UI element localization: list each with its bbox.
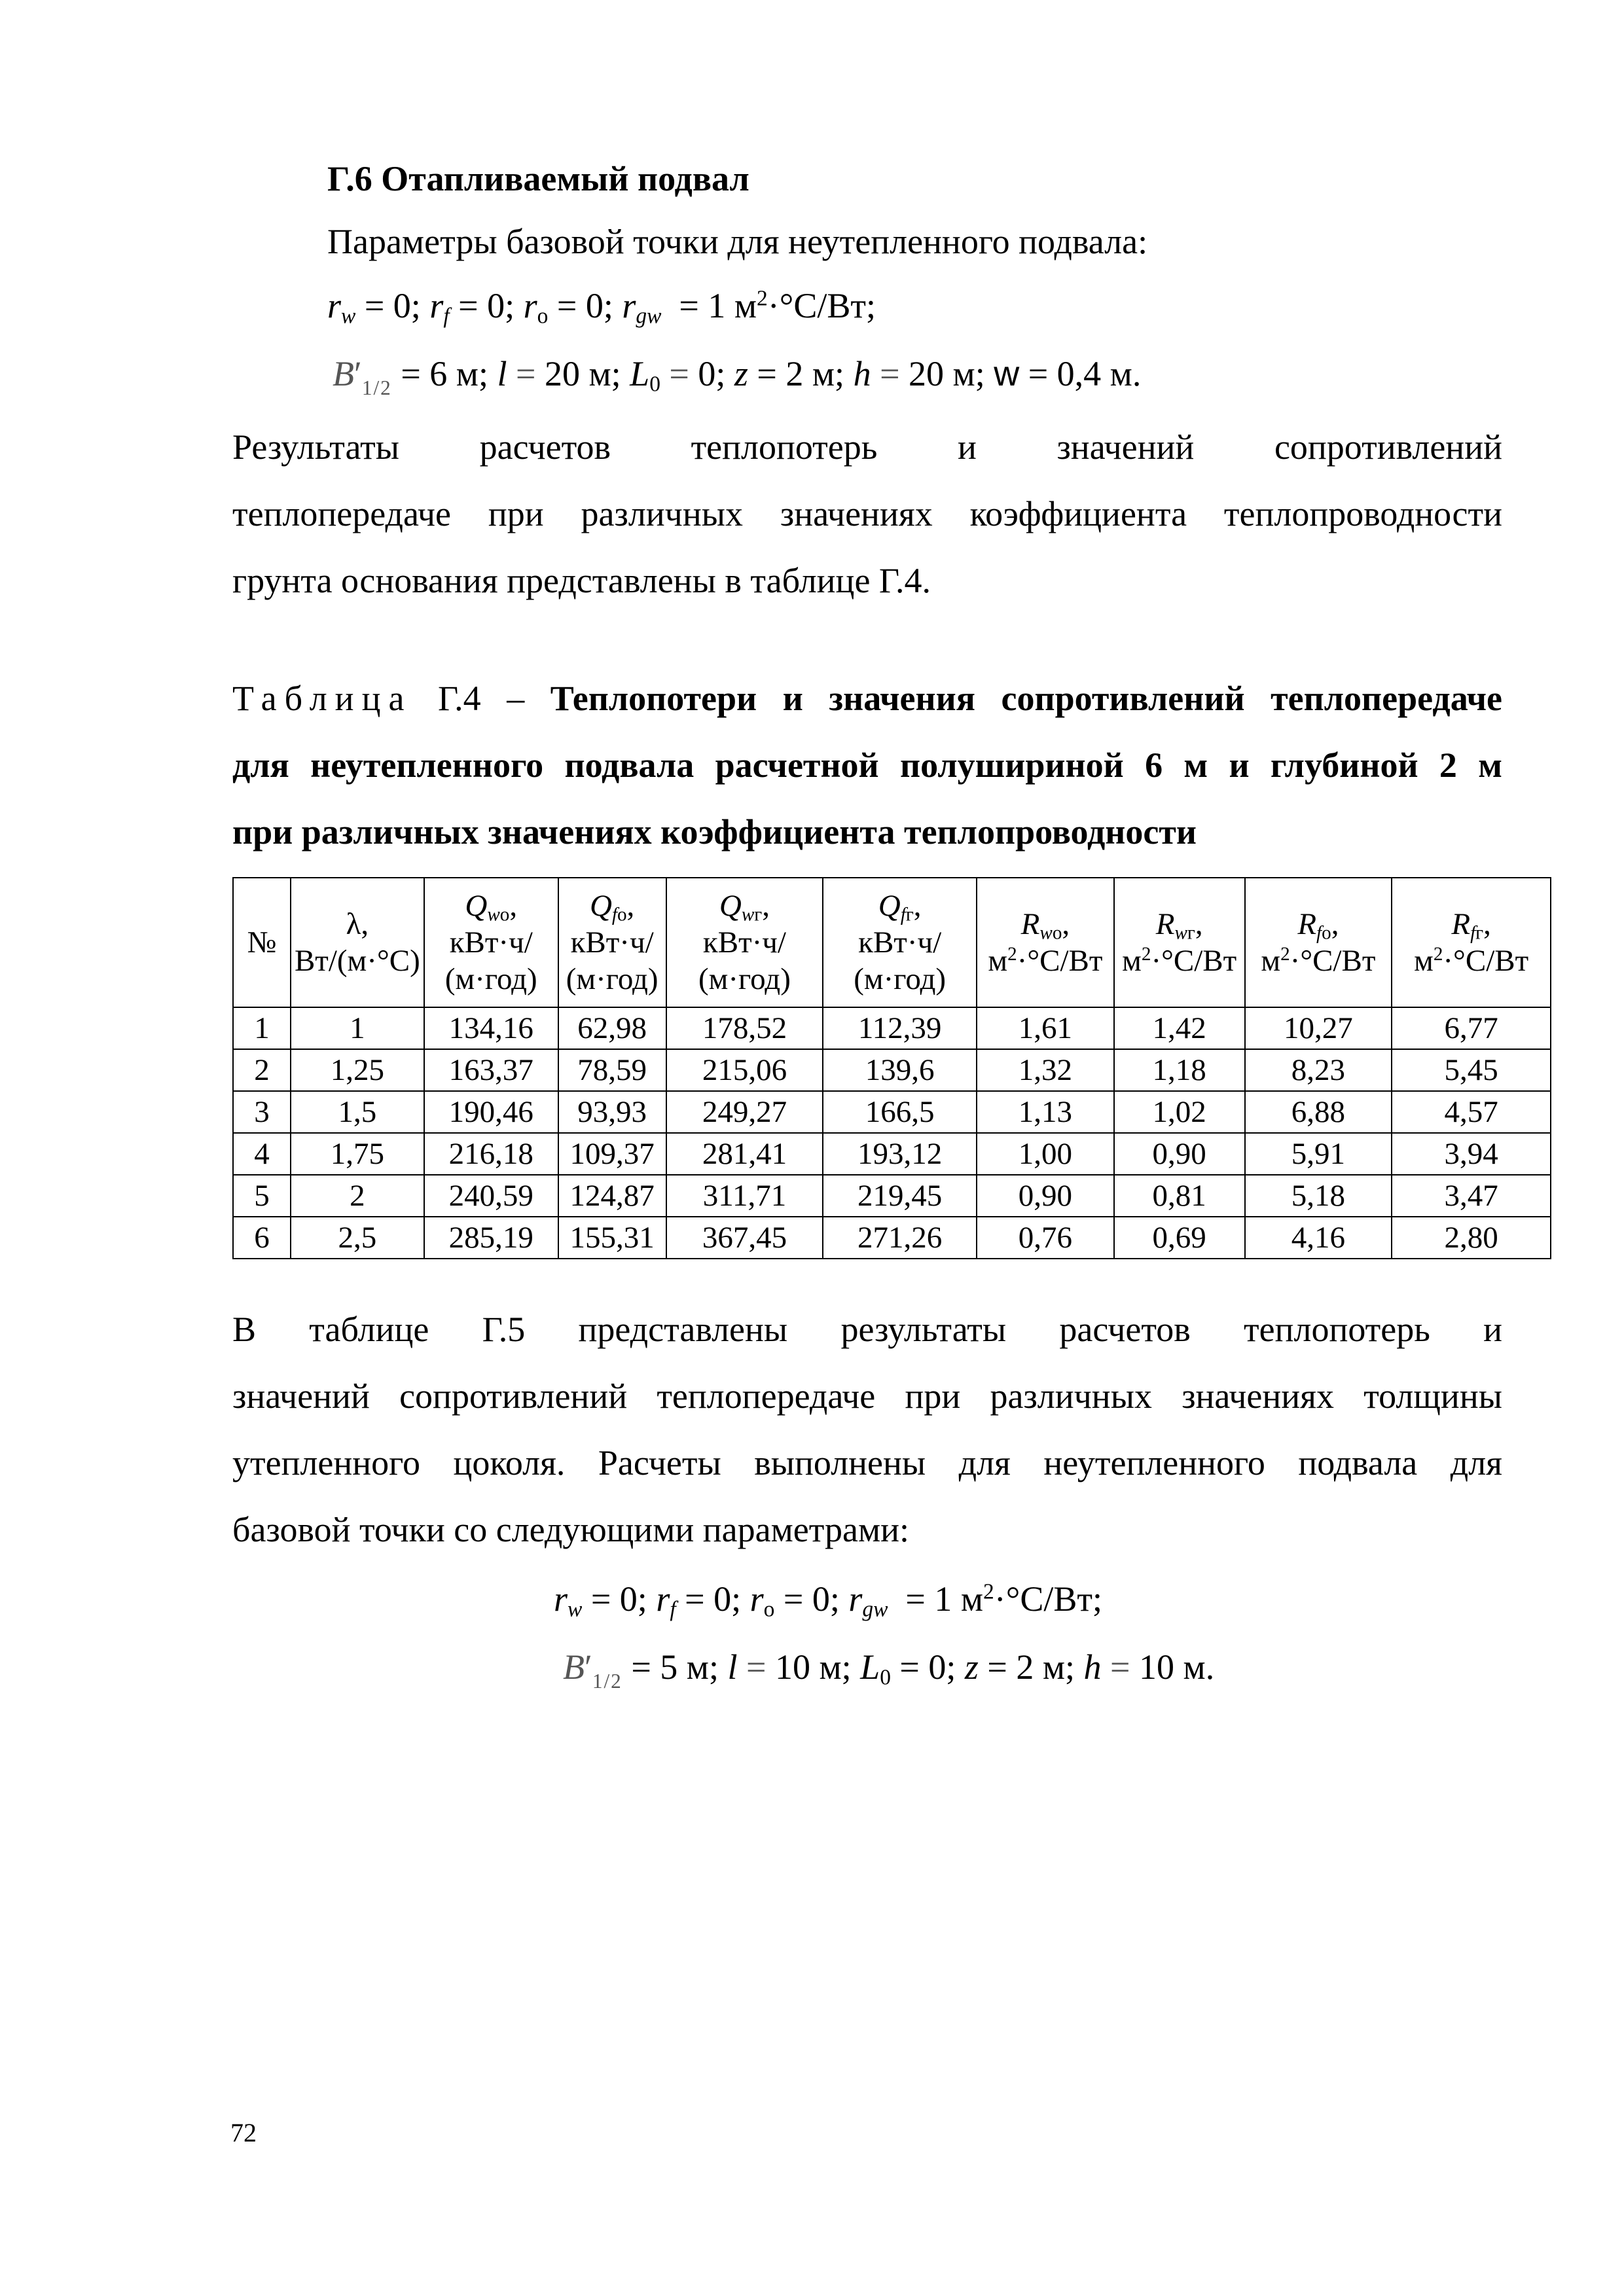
cell: 0,81 bbox=[1114, 1175, 1245, 1217]
table-row bbox=[233, 1049, 1551, 1091]
cell: 2,80 bbox=[1392, 1217, 1551, 1259]
cell: 1,75 bbox=[291, 1133, 424, 1175]
cell: 5,45 bbox=[1392, 1049, 1551, 1091]
formula-line-3: $r_w = 0$; $r_f = 0$; $r_o = 0$; $r_{gw} = 1$ $м^2\cdot^\circ C/Вт$; bbox=[554, 1579, 1102, 1622]
cell: 124,87 bbox=[558, 1175, 666, 1217]
cell: 6 bbox=[233, 1217, 291, 1259]
cell: 178,52 bbox=[666, 1007, 823, 1049]
cell: 112,39 bbox=[823, 1007, 977, 1049]
cell: 0,90 bbox=[1114, 1133, 1245, 1175]
header-rwo: $R_{wo}$, $м^2\cdot^\circ С/Вт$ bbox=[977, 878, 1114, 1007]
header-qwg: $Q_{wг}$, кВт·ч/ (м·год) bbox=[666, 878, 823, 1007]
cell: 216,18 bbox=[424, 1133, 558, 1175]
paragraph-2-line-1: В таблице Г.5 представлены результаты расчетов теплопотерь и bbox=[232, 1310, 1502, 1349]
cell: 10,27 bbox=[1245, 1007, 1392, 1049]
page-number: 72 bbox=[230, 2118, 257, 2147]
table-caption-number: Г.4 – bbox=[412, 679, 525, 718]
paragraph-1-line-1: Результаты расчетов теплопотерь и значений сопротивлений bbox=[232, 427, 1502, 467]
cell: 166,5 bbox=[823, 1091, 977, 1133]
cell: 8,23 bbox=[1245, 1049, 1392, 1091]
cell: 2 bbox=[233, 1049, 291, 1091]
cell: 5,91 bbox=[1245, 1133, 1392, 1175]
cell: 93,93 bbox=[558, 1091, 666, 1133]
table-caption-line-1 bbox=[232, 675, 1502, 721]
header-rfg: $R_{fг}$, $м^2\cdot^\circ С/Вт$ bbox=[1392, 878, 1551, 1007]
cell: 215,06 bbox=[666, 1049, 823, 1091]
cell: 311,71 bbox=[666, 1175, 823, 1217]
cell: 0,90 bbox=[977, 1175, 1114, 1217]
paragraph-1-line-2: теплопередаче при различных значениях коэффициента теплопроводности bbox=[232, 494, 1502, 533]
cell: 2,5 bbox=[291, 1217, 424, 1259]
cell: 1,42 bbox=[1114, 1007, 1245, 1049]
cell: 1,00 bbox=[977, 1133, 1114, 1175]
cell: 281,41 bbox=[666, 1133, 823, 1175]
cell: 1 bbox=[233, 1007, 291, 1049]
cell: 78,59 bbox=[558, 1049, 666, 1091]
cell: 4,57 bbox=[1392, 1091, 1551, 1133]
paragraph-2-line-2: значений сопротивлений теплопередаче при различных значениях толщины bbox=[232, 1376, 1502, 1416]
cell: 1,13 bbox=[977, 1091, 1114, 1133]
cell: 163,37 bbox=[424, 1049, 558, 1091]
cell: 193,12 bbox=[823, 1133, 977, 1175]
header-qfo: $Q_{fo}$, кВт·ч/ (м·год) bbox=[558, 878, 666, 1007]
cell: 1,5 bbox=[291, 1091, 424, 1133]
cell: 1,32 bbox=[977, 1049, 1114, 1091]
cell: 249,27 bbox=[666, 1091, 823, 1133]
cell: 0,76 bbox=[977, 1217, 1114, 1259]
cell: 6,88 bbox=[1245, 1091, 1392, 1133]
table-row bbox=[233, 1175, 1551, 1217]
table-row bbox=[233, 1217, 1551, 1259]
cell: 1,18 bbox=[1114, 1049, 1245, 1091]
cell: 5 bbox=[233, 1175, 291, 1217]
paragraph-1-line-3: грунта основания представлены в таблице Г.4. bbox=[232, 561, 931, 600]
formula-line-1: $r_w = 0$; $r_f = 0$; $r_o = 0$; $r_{gw} = 1$ $м^2\cdot^\circ C/Вт$; bbox=[327, 286, 876, 329]
formula-line-4: $B'_{1/2} = 5$ м; l = 10 м; $L_0 = 0$; z = 2 м; h = 10 м. bbox=[563, 1647, 1215, 1693]
header-qfg: $Q_{fг}$, кВт·ч/ (м·год) bbox=[823, 878, 977, 1007]
cell: 190,46 bbox=[424, 1091, 558, 1133]
header-qwo: $Q_{wo}$, кВт·ч/ (м·год) bbox=[424, 878, 558, 1007]
header-rwg: $R_{wг}$, $м^2\cdot^\circ С/Вт$ bbox=[1114, 878, 1245, 1007]
cell: 240,59 bbox=[424, 1175, 558, 1217]
cell: 155,31 bbox=[558, 1217, 666, 1259]
cell: 6,77 bbox=[1392, 1007, 1551, 1049]
section-heading: Г.6 Отапливаемый подвал bbox=[327, 159, 749, 198]
cell: 3,47 bbox=[1392, 1175, 1551, 1217]
header-rfo: $R_{fo}$, $м^2\cdot^\circ С/Вт$ bbox=[1245, 878, 1392, 1007]
header-no: № bbox=[233, 878, 291, 1007]
cell: 1,02 bbox=[1114, 1091, 1245, 1133]
cell: 2 bbox=[291, 1175, 424, 1217]
table-row bbox=[233, 1007, 1551, 1049]
cell: 367,45 bbox=[666, 1217, 823, 1259]
data-table bbox=[232, 877, 1551, 1259]
paragraph-2-line-4: базовой точки со следующими параметрами: bbox=[232, 1510, 910, 1549]
cell: 1 bbox=[291, 1007, 424, 1049]
cell: 109,37 bbox=[558, 1133, 666, 1175]
table-caption-title-1: Теплопотери и значения сопротивлений теплопередаче bbox=[550, 679, 1503, 718]
params-intro: Параметры базовой точки для неутепленного подвала: bbox=[327, 222, 1148, 261]
cell: 139,6 bbox=[823, 1049, 977, 1091]
formula-line-2: $B'_{1/2} = 6$ м; l = 20 м; $L_0 = 0$; z = 2 м; h = 20 м; w = 0,4 м. bbox=[333, 354, 1142, 400]
cell: 0,69 bbox=[1114, 1217, 1245, 1259]
cell: 3,94 bbox=[1392, 1133, 1551, 1175]
cell: 4 bbox=[233, 1133, 291, 1175]
cell: 271,26 bbox=[823, 1217, 977, 1259]
header-lambda: λ, Вт/(м·°С) bbox=[291, 878, 424, 1007]
table-caption-line-3: при различных значениях коэффициента теплопроводности bbox=[232, 812, 1197, 852]
cell: 1,61 bbox=[977, 1007, 1114, 1049]
table-caption-label: Таблица bbox=[232, 679, 412, 718]
cell: 5,18 bbox=[1245, 1175, 1392, 1217]
paragraph-2-line-3: утепленного цоколя. Расчеты выполнены для неутепленного подвала для bbox=[232, 1443, 1502, 1482]
cell: 62,98 bbox=[558, 1007, 666, 1049]
table-row bbox=[233, 1133, 1551, 1175]
table-row bbox=[233, 1091, 1551, 1133]
cell: 4,16 bbox=[1245, 1217, 1392, 1259]
cell: 285,19 bbox=[424, 1217, 558, 1259]
cell: 1,25 bbox=[291, 1049, 424, 1091]
cell: 134,16 bbox=[424, 1007, 558, 1049]
cell: 3 bbox=[233, 1091, 291, 1133]
table-caption-line-2: для неутепленного подвала расчетной полушириной 6 м и глубиной 2 м bbox=[232, 745, 1502, 785]
cell: 219,45 bbox=[823, 1175, 977, 1217]
